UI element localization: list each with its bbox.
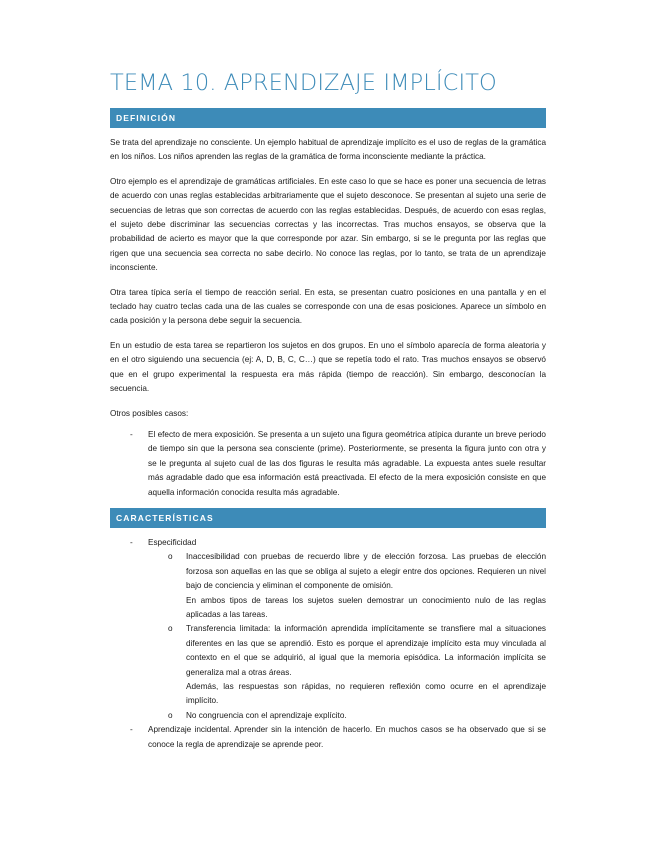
sub-item-extra: En ambos tipos de tareas los sujetos suelen demostrar un conocimiento nulo de las reglas aplicadas a las tareas. bbox=[186, 595, 546, 619]
sub-item-text: Inaccesibilidad con pruebas de recuerdo libre y de elección forzosa. Las pruebas de elección forzosa son aquellas en las que se obliga al sujeto a elegir entre dos opciones. Requieren un nivel bajo de conciencia y eliminan el componente de omisión. bbox=[186, 552, 546, 591]
sub-list-item bbox=[148, 550, 546, 622]
characteristics-list bbox=[110, 536, 546, 752]
circle-bullet-icon: o bbox=[168, 710, 173, 720]
sub-list-item bbox=[148, 709, 546, 723]
paragraph: Otra tarea típica sería el tiempo de reacción serial. En esta, se presentan cuatro posiciones en una pantalla y en el teclado hay cuatro teclas cada una de las cuales se corresponde con una de esas posiciones. Aparece un símbolo en cada posición y la persona debe seguir la secuencia. bbox=[110, 287, 546, 326]
list-item bbox=[110, 536, 546, 723]
dash-bullet-icon: - bbox=[130, 725, 133, 735]
section-heading-caracteristicas: CARACTERÍSTICAS bbox=[110, 508, 546, 528]
sub-list bbox=[148, 550, 546, 723]
sub-item-text: No congruencia con el aprendizaje explícito. bbox=[186, 710, 347, 720]
otros-casos-label: Otros posibles casos: bbox=[110, 408, 189, 418]
circle-bullet-icon: o bbox=[168, 624, 173, 634]
list-item-text: El efecto de mera exposición. Se presenta a un sujeto una figura geométrica atípica durante un breve periodo de tiempo sin que la persona sea consciente (prime). Posteriormente, se presenta la figura junto con otra y se le pregunta al sujeto cual de las dos figuras le resulta más agradable. La expuesta antes suele resultar más agradable dado que esa información está preactivada. El efecto de la mera exposición consiste en que aquella información conocida resulta más agradable. bbox=[148, 429, 546, 497]
paragraph: Otro ejemplo es el aprendizaje de gramáticas artificiales. En este caso lo que se hace es poner una secuencia de letras de acuerdo con unas reglas establecidas arbitrariamente que el sujeto desconoce. Se presentan al sujeto una serie de secuencias de letras que son correctas de acuerdo con las reglas establecidas. Después, de acuerdo con esas reglas, el sujeto debe discriminar las secuencias correctas y las incorrectas. Tras muchos ensayos, se observa que la probabilidad de acierto es mayor que la que corresponde por azar. Sin embargo, si se le pregunta por las reglas que rigen que una secuencia sea correcta no sabe decirlo. No conoce las reglas, por lo tanto, se trata de un aprendizaje inconsciente. bbox=[110, 176, 546, 273]
sub-item-text: Transferencia limitada: la información aprendida implícitamente se transfiere mal a situaciones diferentes en las que se aprendió. Esto es porque el aprendizaje implícito esta muy vinculada al contexto en el que se adquirió, al igual que la memoria episódica. La información implícita se generaliza mal a otras áreas. bbox=[186, 624, 546, 677]
sub-item-extra: Además, las respuestas son rápidas, no requieren reflexión como ocurre en el aprendizaje implícito. bbox=[186, 682, 546, 706]
paragraph: Se trata del aprendizaje no consciente. Un ejemplo habitual de aprendizaje implícito es el uso de reglas de la gramática en los niños. Los niños aprenden las reglas de la gramática de forma inconsciente mediante la práctica. bbox=[110, 138, 546, 162]
page-title: TEMA 10. APRENDIZAJE IMPLÍCITO bbox=[110, 70, 497, 96]
list-item bbox=[110, 428, 546, 500]
sub-list-item bbox=[148, 622, 546, 708]
circle-bullet-icon: o bbox=[168, 552, 173, 562]
list-item bbox=[110, 723, 546, 752]
section-heading-definicion: DEFINICIÓN bbox=[110, 108, 546, 128]
list-item-label: Aprendizaje incidental. Aprender sin la intención de hacerlo. En muchos casos se ha observado que si se conoce la regla de aprendizaje se aprende peor. bbox=[148, 725, 546, 749]
dash-bullet-icon: - bbox=[130, 429, 133, 439]
cases-list bbox=[110, 428, 546, 500]
document-page bbox=[110, 70, 546, 760]
list-item-label: Especificidad bbox=[148, 537, 197, 547]
dash-bullet-icon: - bbox=[130, 537, 133, 547]
paragraph: En un estudio de esta tarea se repartieron los sujetos en dos grupos. En uno el símbolo aparecía de forma aleatoria y en el otro siguiendo una secuencia (ej: A, D, B, C, C…) que se repetía todo el rato. Tras muchos ensayos se observó que en el grupo experimental la respuesta era más rápida (tiempo de reacción). Sin embargo, desconocían la secuencia. bbox=[110, 340, 546, 394]
